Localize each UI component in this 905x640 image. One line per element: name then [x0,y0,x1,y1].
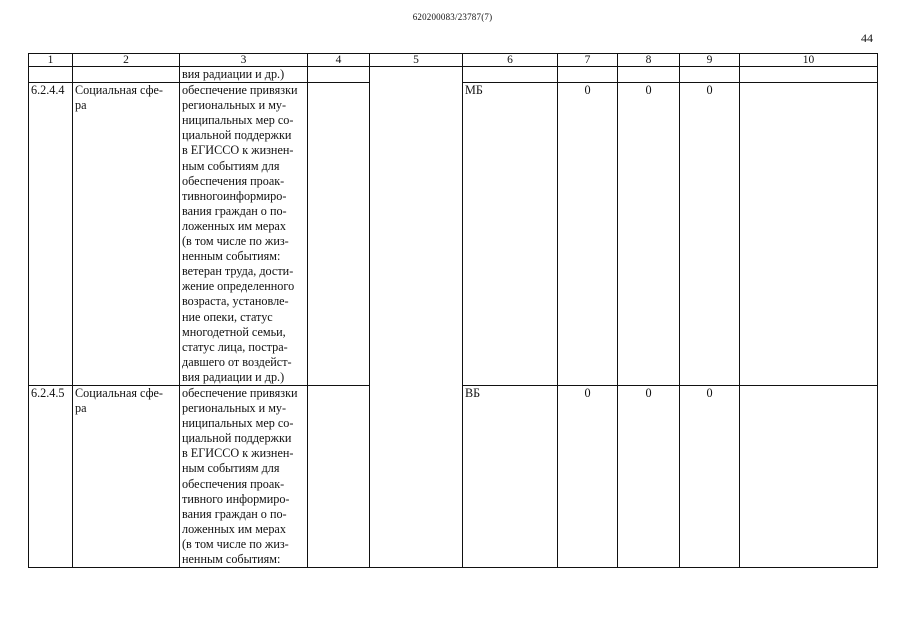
row-source: МБ [463,83,558,386]
column-header: 5 [370,54,463,67]
row-col8: 0 [618,385,680,567]
column-header: 9 [680,54,740,67]
column-header: 2 [73,54,180,67]
row-col7: 0 [558,83,618,386]
row-code: 6.2.4.4 [29,83,73,386]
row-col5 [370,385,463,567]
column-header: 7 [558,54,618,67]
page-number: 44 [861,31,873,45]
column-header: 4 [308,54,370,67]
column-header: 8 [618,54,680,67]
column-header: 6 [463,54,558,67]
row-col8: 0 [618,83,680,386]
row-col4 [308,385,370,567]
row-sphere: Социальная сфе- ра [73,385,180,567]
row-code: 6.2.4.5 [29,385,73,567]
row-col7: 0 [558,385,618,567]
row-source: ВБ [463,385,558,567]
row-col4 [308,83,370,386]
table-row [29,385,878,567]
row-col10 [740,83,878,386]
data-table [28,53,878,568]
document-code: 620200083/23787(7) [412,12,493,22]
continued-description: вия радиации и др.) [180,67,308,83]
row-col9: 0 [680,83,740,386]
continuation-row [29,67,878,83]
column-header: 3 [180,54,308,67]
row-col9: 0 [680,385,740,567]
column-header: 10 [740,54,878,67]
row-col5 [370,83,463,386]
column-header-row [29,54,878,67]
table-row [29,83,878,386]
row-sphere: Социальная сфе- ра [73,83,180,386]
row-col10 [740,385,878,567]
row-description: обеспечение привязки региональных и му- ниципальных мер со- циальной поддержки в ЕГИССО к жизнен- ным событиям для обеспечения проак- тивного информиро- вания граждан о по- ложенных им мерах (в том числе по жиз- ненным событиям: [180,385,308,567]
row-description: обеспечение привязки региональных и му- ниципальных мер со- циальной поддержки в ЕГИССО к жизнен- ным событиям для обеспечения проак- тивногоинформиро- вания граждан о по- ложенных им мерах (в том числе по жиз- ненным событиям: ветеран труда, дости- жение определенного возраста, установле- ние опеки, статус многодетной семьи, статус лица, постра- давшего от воздейст- вия радиации и др.) [180,83,308,386]
column-header: 1 [29,54,73,67]
